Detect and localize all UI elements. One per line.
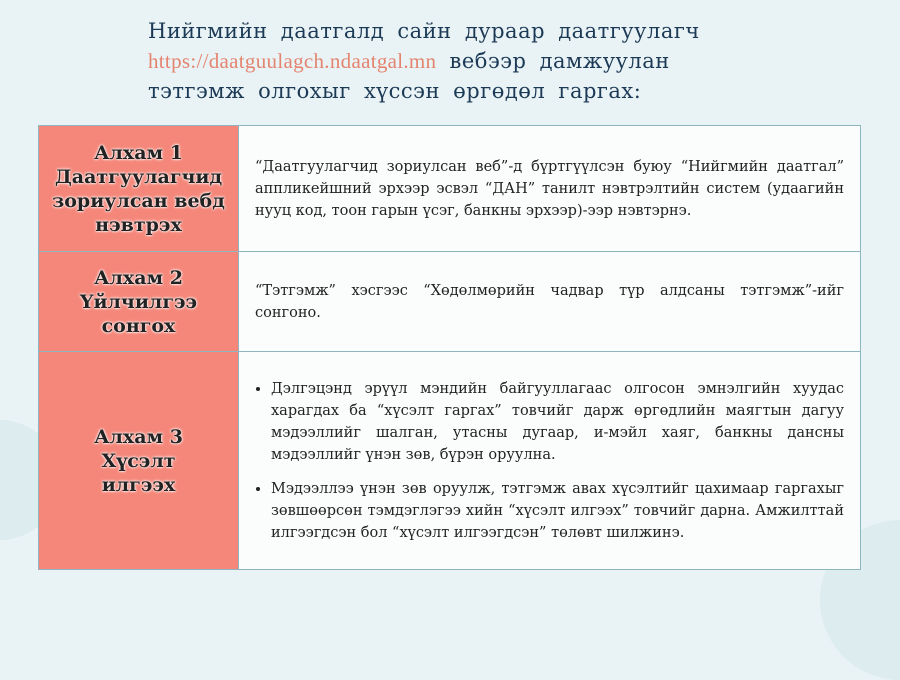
step-3-title: Алхам 3: [94, 425, 183, 448]
step-2-name: Үйлчилгээ сонгох: [79, 290, 198, 337]
website-link[interactable]: https://daatguulagch.ndaatgal.mn: [148, 49, 437, 73]
step-3-description: [239, 352, 861, 570]
step-3-bullet-list: [255, 378, 844, 544]
step-3-label: [39, 352, 239, 570]
step-row-2: [39, 252, 861, 352]
intro-line-2: [148, 46, 748, 76]
step-2-description: [239, 252, 861, 352]
step-1-name: Даатгуулагчид зориулсан вебд нэвтрэх: [52, 165, 225, 236]
step-3-name: Хүсэлт илгээх: [101, 449, 176, 496]
steps-table: [38, 125, 861, 570]
intro-line-2-rest: вебээр дамжуулан: [436, 49, 670, 73]
intro-line-3: тэтгэмж олгохыг хүссэн өргөдөл гаргах:: [148, 79, 642, 103]
step-1-text: “Даатгуулагчид зориулсан веб”-д бүртгүүлсэн буюу “Нийгмийн даатгал” аппликейшний эрхээр эсвэл “ДАН” танилт нэвтрэлтийн систем (удаагийн нууц код, тоон гарын үсэг, банкны эрхээр)-ээр нэвтэрнэ.: [255, 158, 844, 219]
step-1-label: [39, 126, 239, 252]
step-1-description: [239, 126, 861, 252]
list-item: • Дэлгэцэнд эрүүл мэндийн байгууллагаас олгосон эмнэлгийн хуудас харагдах ба “хүсэлт гаргах” товчийг дарж өргөдлийн маягтын дагуу мэдээллийг шалган, утасны дугаар, и-мэйл хаяг, банкны дансны мэдээллийг үнэн зөв, бүрэн оруулна.: [271, 378, 844, 466]
intro-line-1: Нийгмийн даатгалд сайн дураар даатгуулагч: [148, 19, 700, 43]
step-2-label: [39, 252, 239, 352]
list-item: • Мэдээллээ үнэн зөв оруулж, тэтгэмж авах хүсэлтийг цахимаар гаргахыг зөвшөөрсөн тэмдэглэгээ хийн “хүсэлт илгээх” товчийг дарна. Амжилттай илгээгдсэн бол “хүсэлт илгээгдсэн” төлөвт шилжинэ.: [271, 478, 844, 544]
intro-heading: [148, 16, 748, 106]
step-2-text: “Тэтгэмж” хэсгээс “Хөдөлмөрийн чадвар түр алдсаны тэтгэмж”-ийг сонгоно.: [255, 282, 844, 321]
step-row-1: [39, 126, 861, 252]
step-1-title: Алхам 1: [94, 141, 183, 164]
step-row-3: [39, 352, 861, 570]
step-2-title: Алхам 2: [94, 266, 183, 289]
